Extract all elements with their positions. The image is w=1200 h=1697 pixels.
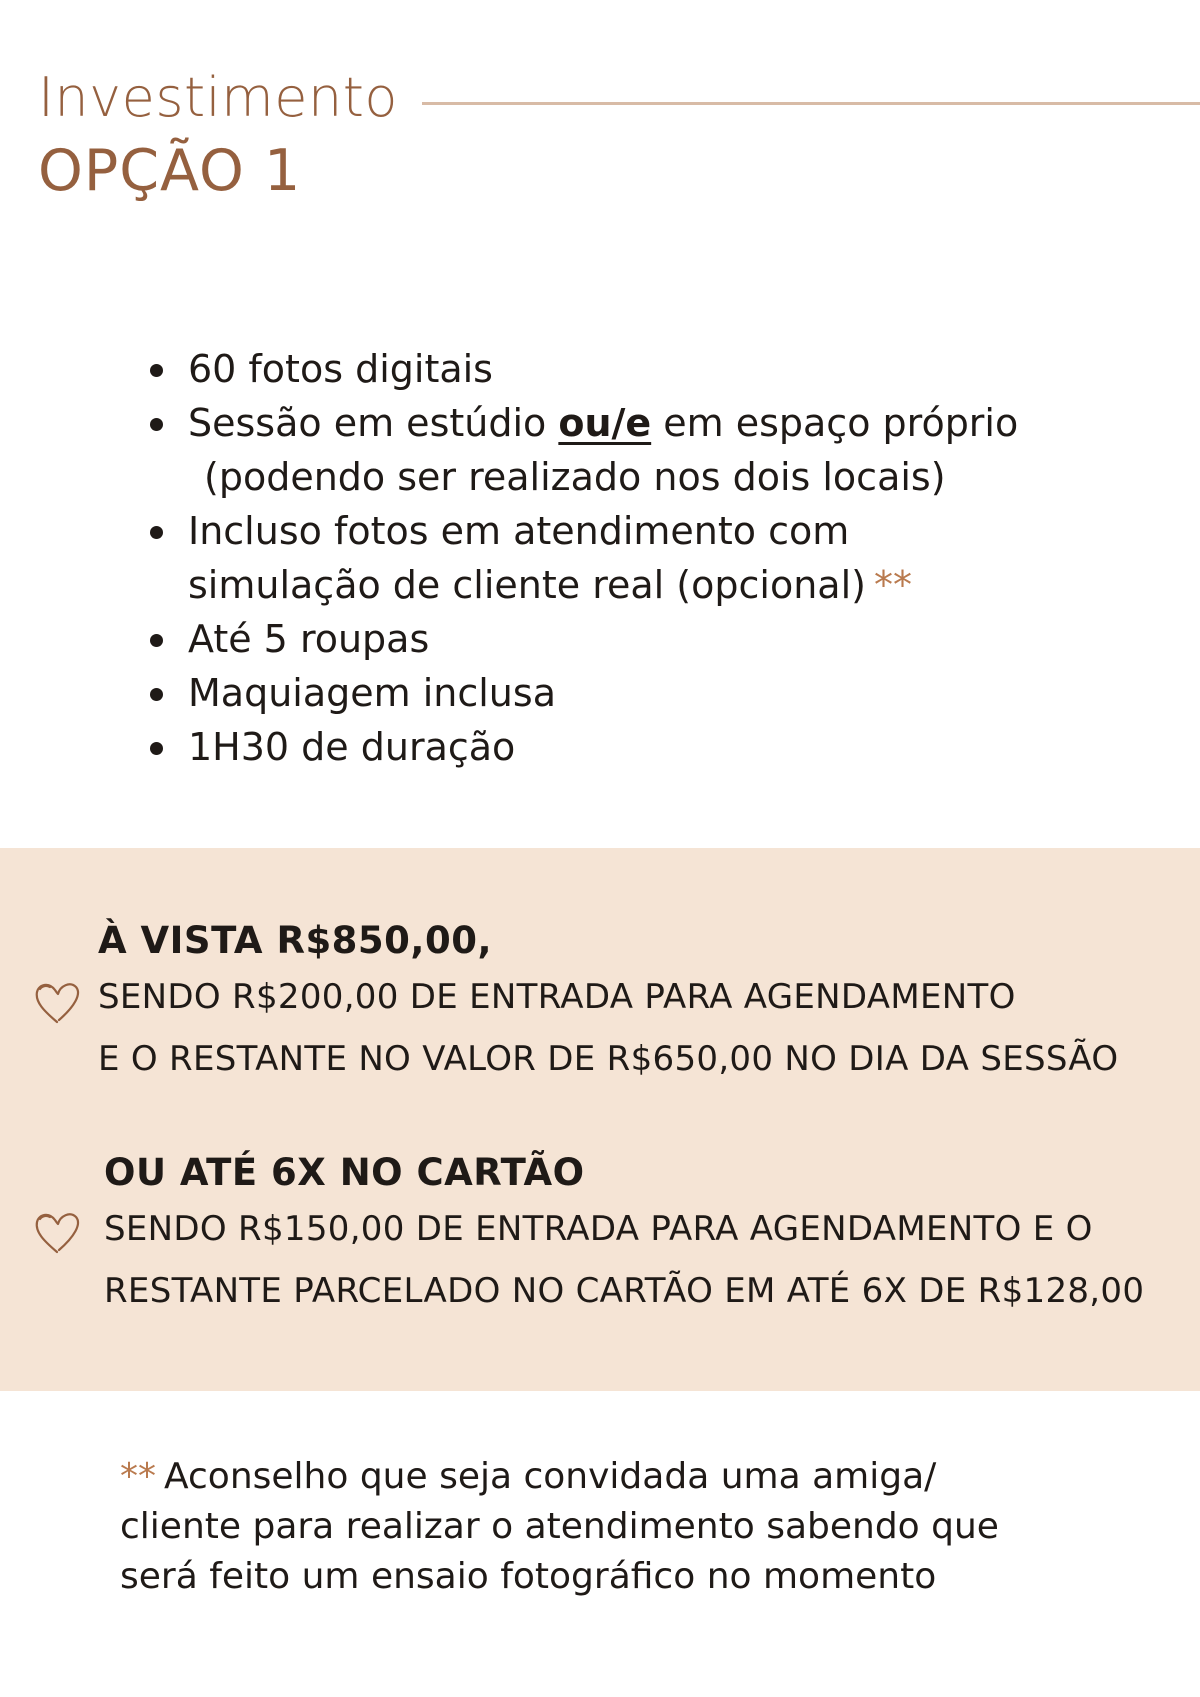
footnote (120, 1452, 1100, 1602)
cash-title: À VISTA R$850,00, (98, 919, 493, 962)
card-line: RESTANTE PARCELADO NO CARTÃO EM ATÉ 6X DE R$128,00 (104, 1271, 1145, 1311)
cash-payment (98, 916, 1118, 1090)
payment-panel (0, 848, 1200, 1391)
footnote-line: será feito um ensaio fotográfico no momento (120, 1556, 937, 1597)
feature-text: em espaço próprio (651, 401, 1019, 445)
footnote-marker: ** (873, 563, 912, 607)
card-payment (104, 1148, 1144, 1322)
footnote-line: cliente para realizar o atendimento sabendo que (120, 1506, 999, 1547)
footnote-marker: ** (120, 1456, 156, 1497)
cash-line: SENDO R$200,00 DE ENTRADA PARA AGENDAMENTO (98, 977, 1016, 1017)
cash-line: E O RESTANTE NO VALOR DE R$650,00 NO DIA DA SESSÃO (98, 1039, 1119, 1079)
title-divider (422, 102, 1200, 105)
list-item (150, 720, 1150, 774)
heart-outline-icon (32, 978, 82, 1028)
list-item (150, 342, 1150, 396)
heart-outline-icon (32, 1208, 82, 1258)
page-title: Investimento (38, 66, 398, 129)
feature-text: Até 5 roupas (188, 617, 430, 661)
card-title: OU ATÉ 6X NO CARTÃO (104, 1151, 585, 1194)
feature-text: Maquiagem inclusa (188, 671, 556, 715)
list-item (150, 666, 1150, 720)
list-item (150, 504, 1150, 612)
footnote-text: Aconselho que seja convidada uma amiga/ (164, 1456, 937, 1497)
option-label: OPÇÃO 1 (38, 137, 302, 204)
list-item (150, 396, 1150, 504)
feature-text: 1H30 de duração (188, 725, 516, 769)
feature-text: Incluso fotos em atendimento com (188, 509, 850, 553)
footnote-line (120, 1452, 1100, 1502)
feature-emphasis: ou/e (558, 401, 652, 445)
feature-text: 60 fotos digitais (188, 347, 493, 391)
feature-text: Sessão em estúdio (188, 401, 559, 445)
features-list (150, 342, 1150, 774)
card-line: SENDO R$150,00 DE ENTRADA PARA AGENDAMENTO E O (104, 1209, 1093, 1249)
feature-text: simulação de cliente real (opcional) (188, 563, 866, 607)
header (38, 66, 1200, 205)
list-item (150, 612, 1150, 666)
feature-continuation (188, 558, 1150, 612)
feature-continuation: (podendo ser realizado nos dois locais) (204, 455, 946, 499)
title-row (38, 66, 1200, 131)
